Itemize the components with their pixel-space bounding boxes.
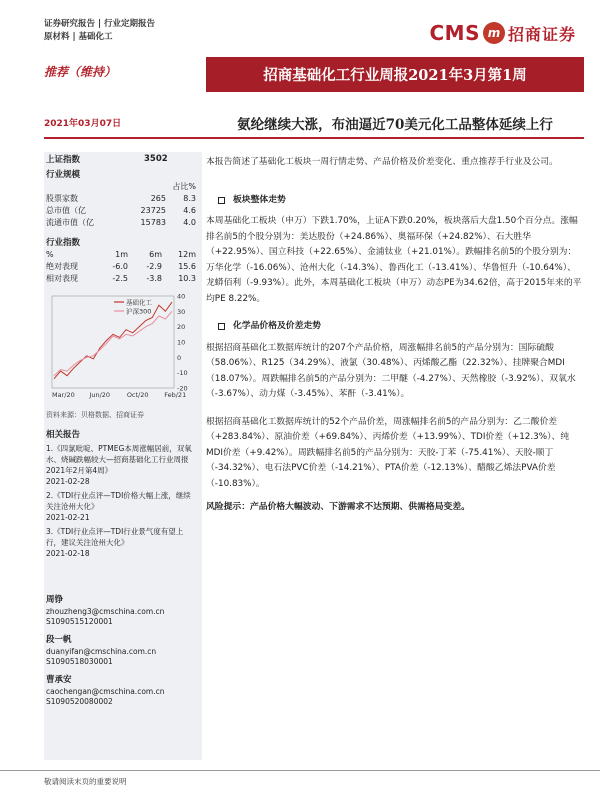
related-report-item[interactable] bbox=[44, 526, 202, 559]
related-report-item[interactable] bbox=[44, 490, 202, 523]
scale-row bbox=[44, 216, 202, 228]
related-title: 相关报告 bbox=[46, 430, 81, 440]
analyst-name: 曹承安 bbox=[46, 675, 72, 685]
index-label: 上证指数 bbox=[46, 155, 81, 165]
index-chart-svg bbox=[46, 288, 200, 406]
perf-row-1m: -6.0 bbox=[112, 261, 128, 271]
report-tags bbox=[44, 18, 155, 44]
related-report-title: 3.《TDI行业点评—TDI行业景气度有望上行，建议关注沧州大化》 bbox=[46, 527, 184, 547]
y-tick-label: 30 bbox=[177, 307, 186, 316]
perf-header-1m: 1m bbox=[115, 249, 128, 259]
logo-badge-icon: m bbox=[483, 22, 505, 44]
share-header bbox=[44, 180, 202, 192]
square-bullet-icon bbox=[218, 197, 225, 204]
scale-table bbox=[44, 192, 202, 228]
perf-header-12m: 12m bbox=[178, 249, 196, 259]
perf-row bbox=[44, 260, 202, 272]
scale-row-pct: 8.3 bbox=[183, 193, 196, 203]
scale-row-label: 流通市值（亿 bbox=[46, 217, 94, 227]
perf-header bbox=[44, 248, 202, 260]
section1-heading bbox=[218, 193, 584, 209]
analyst-name: 段一帆 bbox=[46, 635, 72, 645]
scale-row-value: 23725 bbox=[140, 205, 166, 215]
perf-row-6m: -2.9 bbox=[146, 261, 162, 271]
perf-row-label: 相对表现 bbox=[46, 273, 78, 283]
analyst-name: 周铮 bbox=[46, 595, 64, 605]
related-report-date: 2021-02-21 bbox=[46, 513, 90, 522]
perf-table bbox=[44, 260, 202, 284]
report-tags-line2: 原材料 | 基础化工 bbox=[44, 32, 113, 42]
scale-row bbox=[44, 192, 202, 204]
logo-text-en: CMS bbox=[429, 21, 480, 45]
scale-row-pct: 4.6 bbox=[183, 205, 196, 215]
analyst-email[interactable]: duanyifan@cmschina.com.cn bbox=[46, 647, 157, 656]
square-bullet-icon bbox=[218, 323, 225, 330]
y-tick-label: 10 bbox=[177, 338, 186, 347]
section2-paragraph1: 根据招商基础化工数据库统计的207个产品价格，周涨幅排名前5的产品分别为：国际硫酸（58.06%）、R125（34.29%）、液氯（30.48%）、丙烯酸乙酯（22.32%）、挂牌聚合MDI（18.07%）。周跌幅排名前5的产品分别为：二甲醚（-4.27%）、天然橡胶（-3.92%）、双氧水（-3.67%）、动力煤（-3.45%）、苯酐（-3.41%）。 bbox=[206, 342, 576, 399]
legend-label: 基础化工 bbox=[126, 298, 152, 307]
related-report-title: 1.《四氯吡啶、PTMEG本周涨幅居前，双氧水、烧碱跌幅较大—招商基础化工行业周报2021年2月第4周》 bbox=[46, 444, 192, 475]
chart-frame bbox=[52, 296, 174, 388]
report-date: 2021年03月07日 bbox=[44, 119, 122, 129]
analyst-card bbox=[44, 635, 202, 667]
y-tick-label: -20 bbox=[177, 384, 188, 393]
index-chart bbox=[46, 288, 202, 408]
x-tick-label: Jun/20 bbox=[89, 391, 111, 399]
perf-header-unit: % bbox=[46, 249, 54, 259]
scale-row-value: 15783 bbox=[140, 217, 166, 227]
related-report-item[interactable] bbox=[44, 443, 202, 487]
analyst-email[interactable]: zhouzheng3@cmschina.com.cn bbox=[46, 607, 165, 616]
rating: 推荐（维持） bbox=[44, 65, 117, 79]
analyst-license: S1090520080002 bbox=[46, 697, 113, 706]
sidebar bbox=[44, 152, 202, 715]
series-line-1 bbox=[54, 311, 172, 375]
legend-label: 沪深300 bbox=[126, 307, 152, 316]
report-subtitle: 氨纶继续大涨，布油逼近70美元化工品整体延续上行 bbox=[237, 117, 553, 133]
analyst-license: S1090515120001 bbox=[46, 617, 113, 626]
analyst-email[interactable]: caochengan@cmschina.com.cn bbox=[46, 687, 165, 696]
footer-note: 敬请阅读末页的重要说明 bbox=[44, 777, 127, 786]
y-tick-label: -10 bbox=[177, 369, 188, 378]
cms-logo bbox=[430, 20, 577, 46]
perf-row-1m: -2.5 bbox=[112, 273, 128, 283]
section2-title: 化学品价格及价差走势 bbox=[233, 321, 321, 331]
perf-row-label: 绝对表现 bbox=[46, 261, 78, 271]
section1-paragraph: 本周基础化工板块（申万）下跌1.70%，上证A下跌0.20%，板块落后大盘1.50个百分点。涨幅排名前5的个股分别为：美达股份（+24.86%）、奥福环保（+24.82%）、石大胜华（+22.95%）、国立科技（+22.65%）、金浦钛业（+21.01%）。跌幅排名前5的个股分别为：万华化学（-16.06%）、沧州大化（-14.3%）、鲁西化工（-13.41%）、华鲁恒升（-10.64%）、龙蟒佰利（-9.93%）。此外，本周基础化工板块（申万）动态PE为34.62倍，高于2015年来的平均PE 8.22%。 bbox=[206, 216, 582, 304]
y-tick-label: 40 bbox=[177, 292, 186, 301]
analyst-card bbox=[44, 675, 202, 707]
scale-row-value: 265 bbox=[150, 193, 166, 203]
share-header-label: 占比% bbox=[172, 181, 196, 191]
related-reports bbox=[44, 443, 202, 559]
scale-row-label: 总市值（亿 bbox=[46, 205, 86, 215]
analyst-license: S1090518030001 bbox=[46, 657, 113, 666]
report-tags-line1: 证券研究报告 | 行业定期报告 bbox=[44, 19, 156, 29]
main-content bbox=[206, 155, 584, 516]
intro-paragraph: 本报告简述了基础化工板块一周行情走势、产品价格及价差变化、重点推荐手行业及公司。 bbox=[206, 157, 558, 167]
scale-row bbox=[44, 204, 202, 216]
scale-title: 行业规模 bbox=[46, 170, 81, 180]
risk-warning: 风险提示：产品价格大幅波动、下游需求不达预期、供需格局变差。 bbox=[206, 502, 470, 512]
related-report-date: 2021-02-18 bbox=[46, 549, 90, 558]
scale-row-pct: 4.0 bbox=[183, 217, 196, 227]
chart-source: 资料来源：贝格数据、招商证券 bbox=[46, 411, 144, 419]
section1-title: 板块整体走势 bbox=[233, 194, 286, 205]
related-report-date: 2021-02-28 bbox=[46, 477, 90, 486]
related-report-title: 2.《TDI行业点评—TDI价格大幅上涨，继续关注沧州大化》 bbox=[46, 491, 191, 511]
perf-header-6m: 6m bbox=[149, 249, 162, 259]
y-tick-label: 20 bbox=[177, 323, 186, 332]
y-tick-label: 0 bbox=[177, 353, 182, 362]
perf-row-12m: 15.6 bbox=[178, 261, 196, 271]
x-tick-label: Mar/20 bbox=[52, 391, 75, 399]
title-divider bbox=[44, 137, 584, 139]
perf-row bbox=[44, 272, 202, 284]
analyst-card bbox=[44, 595, 202, 627]
x-tick-label: Oct/20 bbox=[126, 391, 149, 399]
x-tick-label: Feb/21 bbox=[164, 391, 187, 399]
section2-heading bbox=[218, 319, 584, 335]
perf-row-6m: -3.8 bbox=[146, 273, 162, 283]
index-value: 3502 bbox=[144, 154, 168, 164]
analyst-list bbox=[44, 595, 202, 707]
section2-paragraph2: 根据招商基础化工数据库统计的52个产品价差，周涨幅排名前5的产品分别为：乙二酸价差（+283.84%）、原油价差（+69.84%）、丙烯价差（+13.99%）、TDI价差（+12.3%）、纯MDI价差（+9.42%）。周跌幅排名前5的产品分别为：天胶-丁苯（-75.41%）、天胶-顺丁（-34.32%）、电石法PVC价差（-14.21%）、PTA价差（-12.13%）、醋酸乙烯法PVA价差（-10.83%）。 bbox=[206, 416, 570, 489]
perf-title: 行业指数 bbox=[46, 238, 81, 248]
report-title: 招商基础化工行业周报2021年3月第1周 bbox=[206, 57, 584, 92]
index-row bbox=[44, 152, 202, 166]
footer-divider bbox=[0, 770, 600, 771]
perf-row-12m: 10.3 bbox=[178, 273, 196, 283]
logo-text-cn: 招商证券 bbox=[507, 24, 576, 44]
scale-row-label: 股票家数 bbox=[46, 193, 78, 203]
